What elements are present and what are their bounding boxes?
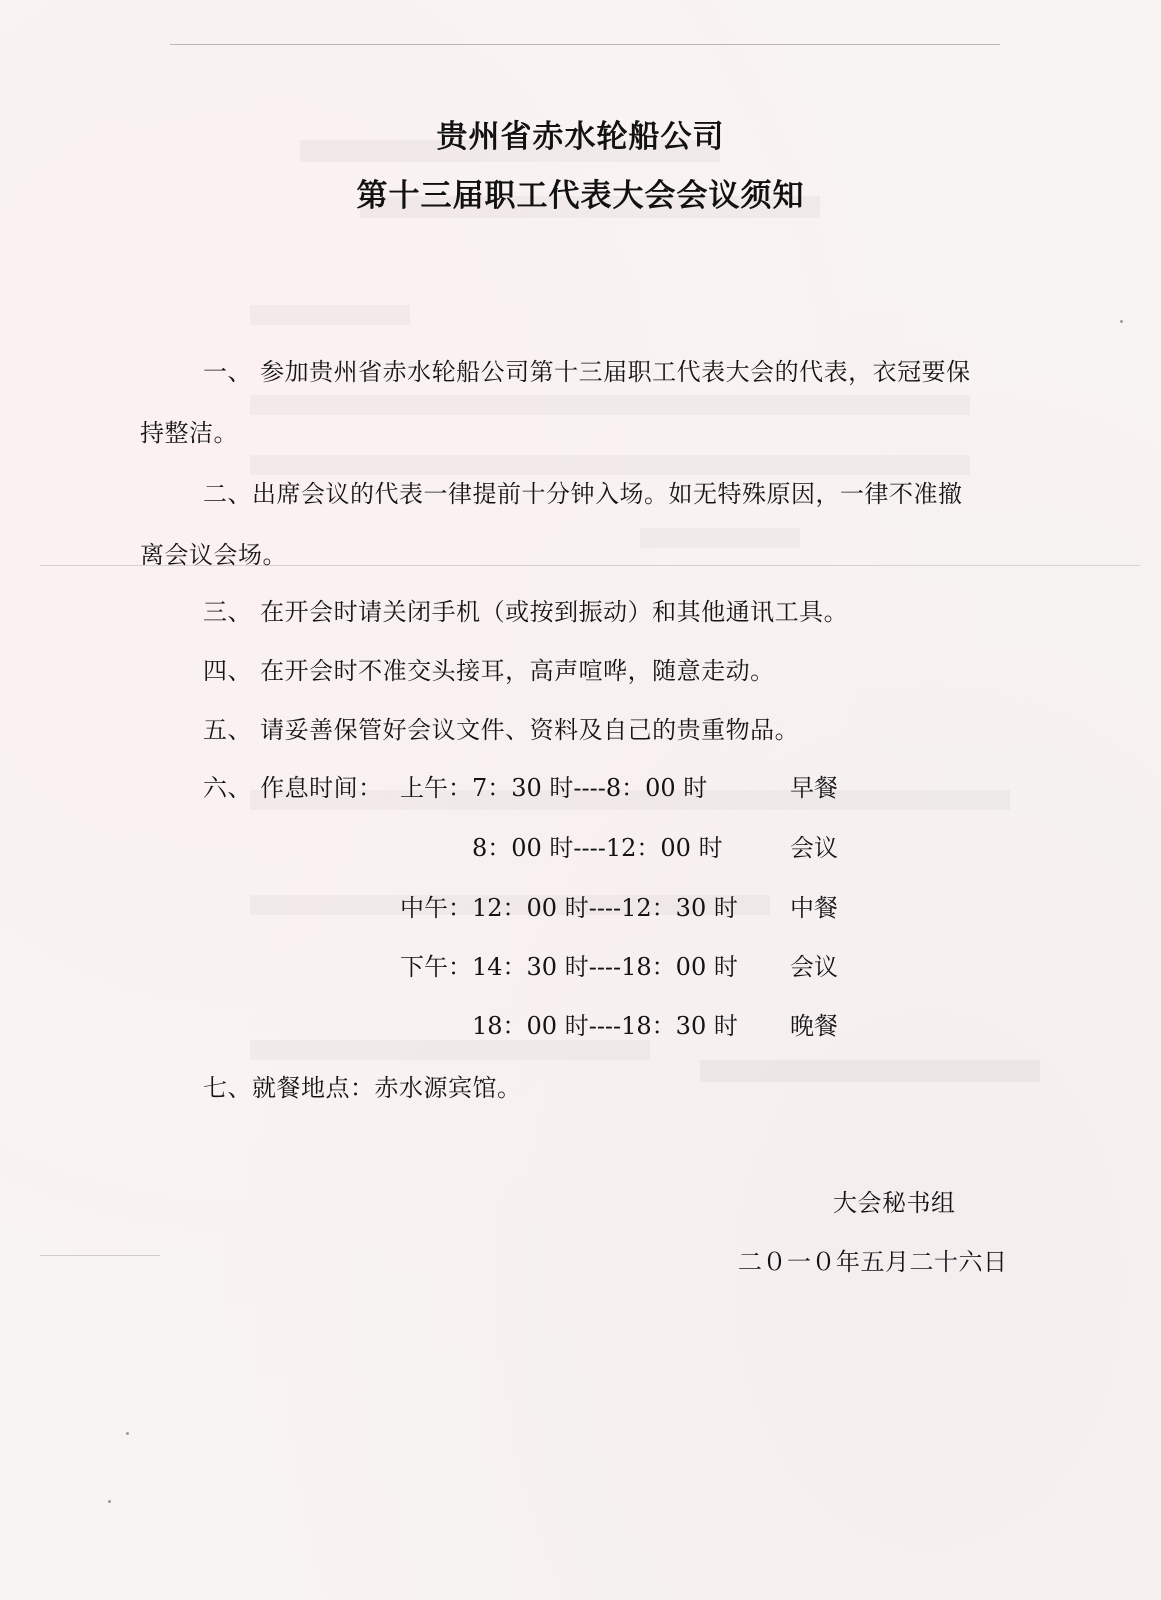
schedule-activity: 早餐 (790, 774, 838, 802)
schedule-period: 下午： (400, 953, 472, 981)
item-1-line-1: 一、 参加贵州省赤水轮船公司第十三届职工代表大会的代表，衣冠要保 (203, 358, 971, 386)
schedule-period: 上午： (400, 774, 472, 802)
schedule-time: 14：30 时----18：00 时 (472, 953, 738, 981)
scan-edge-line-bottom (40, 1255, 160, 1256)
signature-date: 二０一０年五月二十六日 (738, 1248, 1008, 1276)
item-6-label: 六、 作息时间： (203, 774, 383, 802)
bleed-through-block-5 (250, 455, 970, 475)
schedule-time: 8：00 时----12：00 时 (472, 834, 723, 862)
bleed-through-block-3 (250, 305, 410, 325)
item-7: 七、就餐地点：赤水源宾馆。 (203, 1074, 522, 1102)
scan-edge-line-top (170, 44, 1000, 45)
item-2-line-1: 二、出席会议的代表一律提前十分钟入场。如无特殊原因，一律不准撤 (203, 480, 963, 508)
item-1-line-2: 持整洁。 (140, 419, 238, 447)
item-5: 五、 请妥善保管好会议文件、资料及自己的贵重物品。 (203, 716, 800, 744)
title-company: 贵州省赤水轮船公司 (436, 119, 725, 155)
item-3: 三、 在开会时请关闭手机（或按到振动）和其他通讯工具。 (203, 598, 849, 626)
bleed-through-block-4 (250, 395, 970, 415)
title-notice: 第十三届职工代表大会会议须知 (356, 178, 805, 214)
schedule-period: 中午： (400, 894, 472, 922)
schedule-time: 12：00 时----12：30 时 (472, 894, 738, 922)
schedule-activity: 晚餐 (790, 1012, 838, 1040)
item-2-line-2: 离会议会场。 (140, 541, 287, 569)
scan-speck (108, 1500, 111, 1503)
scan-speck (126, 1432, 129, 1435)
bleed-through-block-10 (700, 1060, 1040, 1082)
bleed-through-block-9 (250, 1040, 650, 1060)
scan-speck (1120, 320, 1123, 323)
schedule-activity: 中餐 (790, 894, 838, 922)
signature-issuer: 大会秘书组 (833, 1189, 956, 1217)
schedule-time: 18：00 时----18：30 时 (472, 1012, 738, 1040)
item-4: 四、 在开会时不准交头接耳，高声喧哗，随意走动。 (203, 657, 775, 685)
schedule-activity: 会议 (790, 834, 838, 862)
schedule-time: 7：30 时----8：00 时 (472, 774, 708, 802)
bleed-through-block-6 (640, 528, 800, 548)
schedule-activity: 会议 (790, 953, 838, 981)
